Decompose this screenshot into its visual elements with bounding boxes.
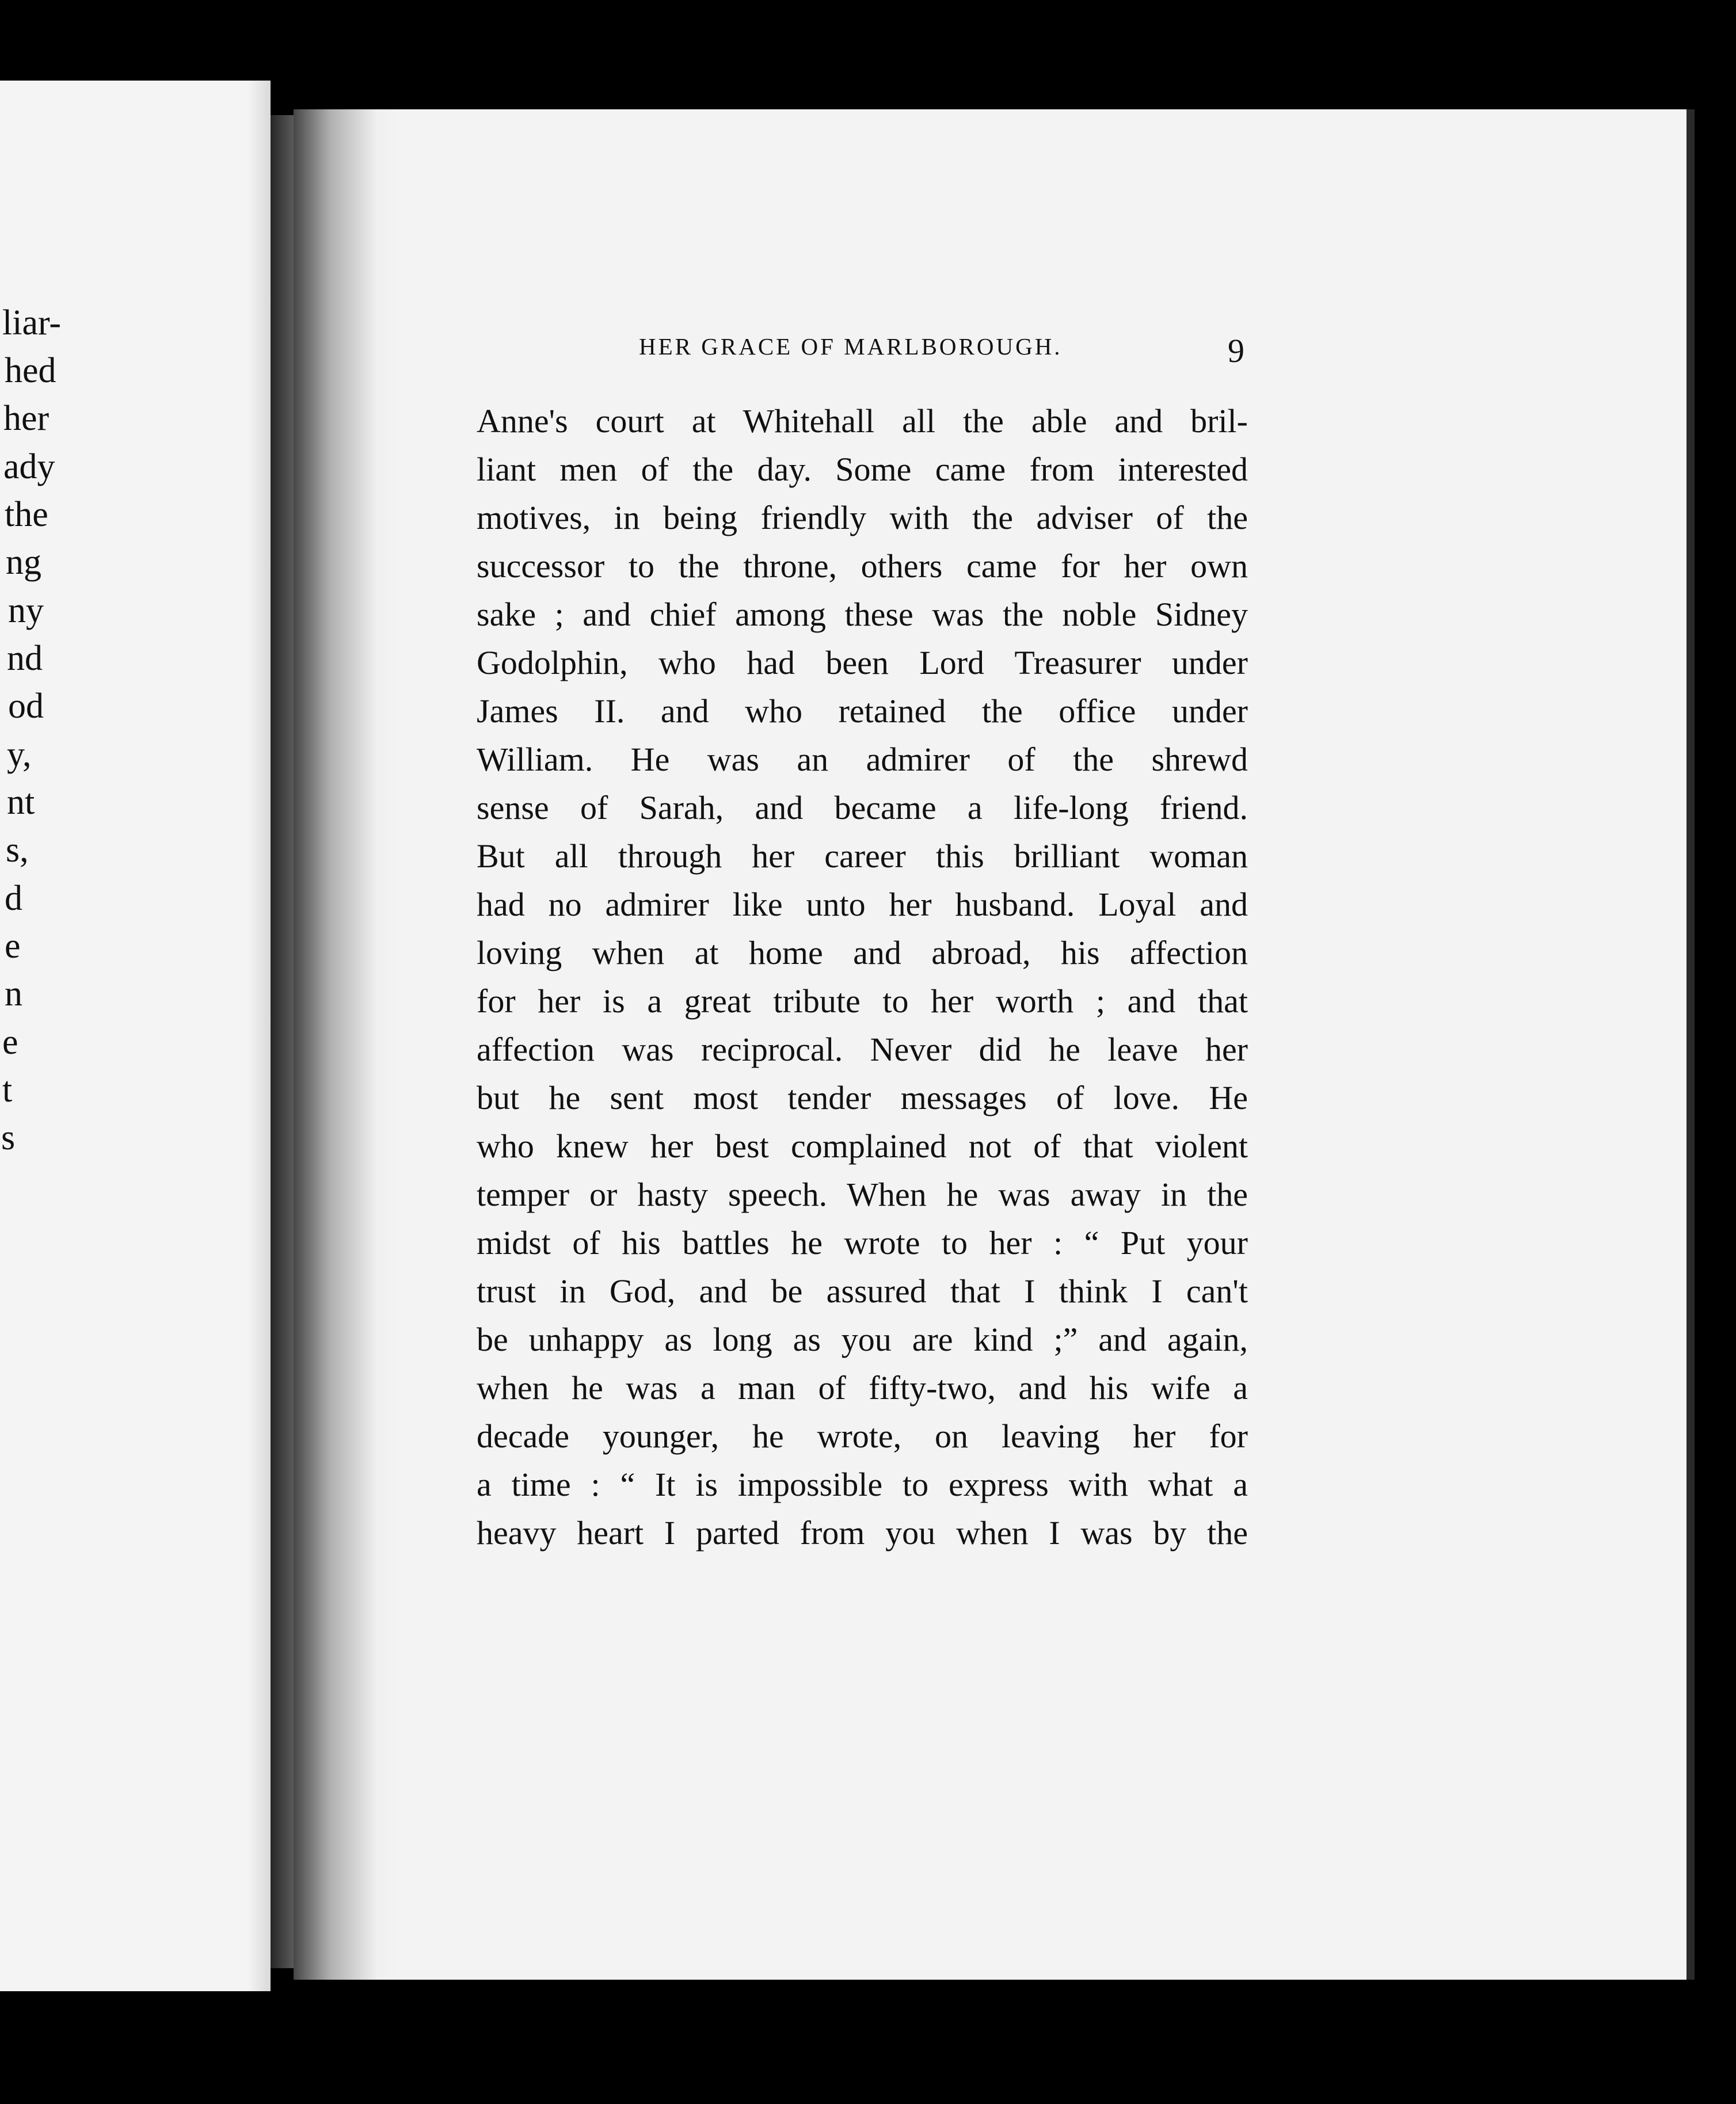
text-line: for her is a great tribute to her worth ; and that	[477, 982, 1248, 1020]
text-line: loving when at home and abroad, his affection	[477, 934, 1248, 971]
text-line: Godolphin, who had been Lord Treasurer under	[477, 644, 1248, 681]
text-line: be unhappy as long as you are kind ;” and again,	[477, 1321, 1248, 1358]
running-head: HER GRACE OF MARLBOROUGH.	[639, 333, 1063, 360]
text-line: sake ; and chief among these was the noble Sidney	[477, 596, 1248, 633]
text-line: But all through her career this brilliant woman	[477, 837, 1248, 875]
left-page-fragment: d	[5, 879, 22, 918]
gutter-fade	[294, 109, 397, 1980]
text-line: James II. and who retained the office under	[477, 692, 1248, 730]
left-page-fragment: hed	[5, 351, 56, 390]
text-line: William. He was an admirer of the shrewd	[477, 741, 1248, 778]
text-line: affection was reciprocal. Never did he leave her	[477, 1031, 1248, 1068]
left-page-fragment: her	[3, 399, 50, 438]
text-line: when he was a man of fifty-two, and his wife a	[477, 1369, 1248, 1407]
text-line: had no admirer like unto her husband. Loyal and	[477, 886, 1248, 923]
text-line: sense of Sarah, and became a life-long friend.	[477, 789, 1248, 826]
left-page-fragment: nd	[7, 639, 43, 678]
left-page-fragment: ng	[6, 543, 41, 582]
text-line: midst of his battles he wrote to her : “ Put your	[477, 1224, 1248, 1261]
left-page-fragment: ady	[3, 447, 55, 486]
text-line: heavy heart I parted from you when I was by the	[477, 1514, 1248, 1552]
page-edge	[1686, 109, 1695, 1980]
left-page-fragment: s,	[6, 830, 29, 870]
text-line: motives, in being friendly with the adviser of the	[477, 499, 1248, 536]
text-line: successor to the throne, others came for her own	[477, 547, 1248, 585]
left-page-fragment: s	[1, 1118, 16, 1157]
text-line: a time : “ It is impossible to express with what a	[477, 1466, 1248, 1503]
left-page-text-fragments	[0, 81, 271, 1991]
text-line: Anne's court at Whitehall all the able and bril-	[477, 402, 1248, 440]
text-line: who knew her best complained not of that violent	[477, 1127, 1248, 1165]
text-line: trust in God, and be assured that I think I can't	[477, 1272, 1248, 1310]
left-page-fragment: ny	[8, 591, 44, 630]
left-page-fragment: nt	[7, 783, 35, 822]
left-page-fragment: y,	[7, 735, 32, 774]
left-page	[0, 81, 271, 1991]
body-text	[477, 397, 1248, 1557]
left-page-fragment: liar-	[2, 303, 62, 342]
text-line: temper or hasty speech. When he was away in the	[477, 1176, 1248, 1213]
left-page-fragment: e	[2, 1023, 18, 1062]
left-page-fragment: od	[8, 687, 44, 726]
left-page-fragment: t	[2, 1070, 13, 1110]
text-line: decade younger, he wrote, on leaving her for	[477, 1417, 1248, 1455]
text-line: liant men of the day. Some came from interested	[477, 451, 1248, 488]
page-number: 9	[1228, 332, 1244, 369]
text-line: but he sent most tender messages of love. He	[477, 1079, 1248, 1116]
left-page-fragment: n	[5, 974, 22, 1013]
left-page-fragment: the	[5, 495, 48, 534]
left-page-fragment: e	[5, 927, 21, 966]
